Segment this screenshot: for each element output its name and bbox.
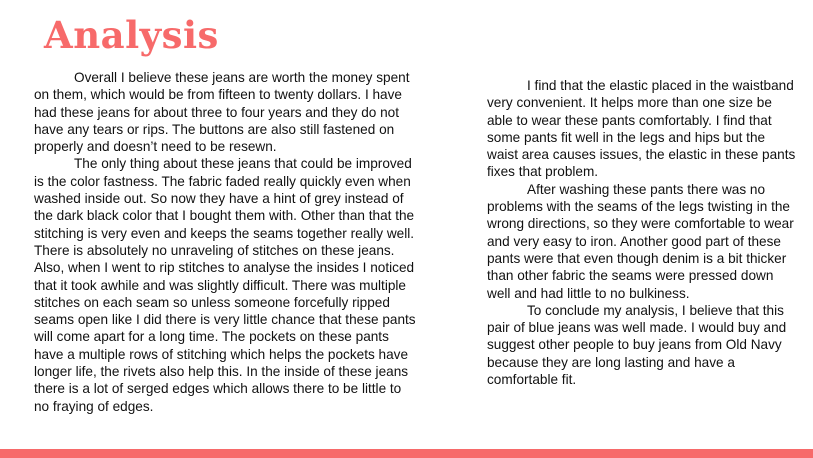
right-text-column <box>487 77 799 388</box>
left-text-column <box>34 69 416 415</box>
paragraph: The only thing about these jeans that could be improved is the color fastness. The fabric faded really quickly even when washed inside out. So now they have a hint of grey instead of the dark black color that I bought them with. Other than that the stitching is very even and keeps the seams together really well. There is absolutely no unraveling of stitches on these jeans. Also, when I went to rip stitches to analyse the insides I noticed that it took awhile and was slightly difficult. There was multiple stitches on each seam so unless someone forcefully ripped seams open like I did there is very little chance that these pants will come apart for a long time. The pockets on these pants have a multiple rows of stitching which helps the pockets have longer life, the rivets also help this. In the inside of these jeans there is a lot of serged edges which allows there to be little to no fraying of edges. <box>34 156 416 414</box>
bottom-accent-bar <box>0 449 813 458</box>
paragraph: To conclude my analysis, I believe that this pair of blue jeans was well made. I would buy and suggest other people to buy jeans from Old Navy because they are long lasting and have a comfortable fit. <box>487 302 787 388</box>
paragraph: I find that the elastic placed in the waistband very convenient. It helps more than one size be able to wear these pants comfortably. I find that some pants fit well in the legs and hips but the waist area causes issues, the elastic in these pants fixes that problem. <box>487 78 796 180</box>
paragraph: Overall I believe these jeans are worth the money spent on them, which would be from fifteen to twenty dollars. I have had these jeans for about three to four years and they do not have any tears or rips. The buttons are also still fastened on properly and doesn’t need to be resewn. <box>34 70 410 155</box>
paragraph: After washing these pants there was no problems with the seams of the legs twisting in the wrong directions, so they were comfortable to wear and very easy to iron. Another good part of these pants were that even though denim is a bit thicker than other fabric the seams were pressed down well and had little to no bulkiness. <box>487 181 794 301</box>
page-title: Analysis <box>44 13 219 57</box>
